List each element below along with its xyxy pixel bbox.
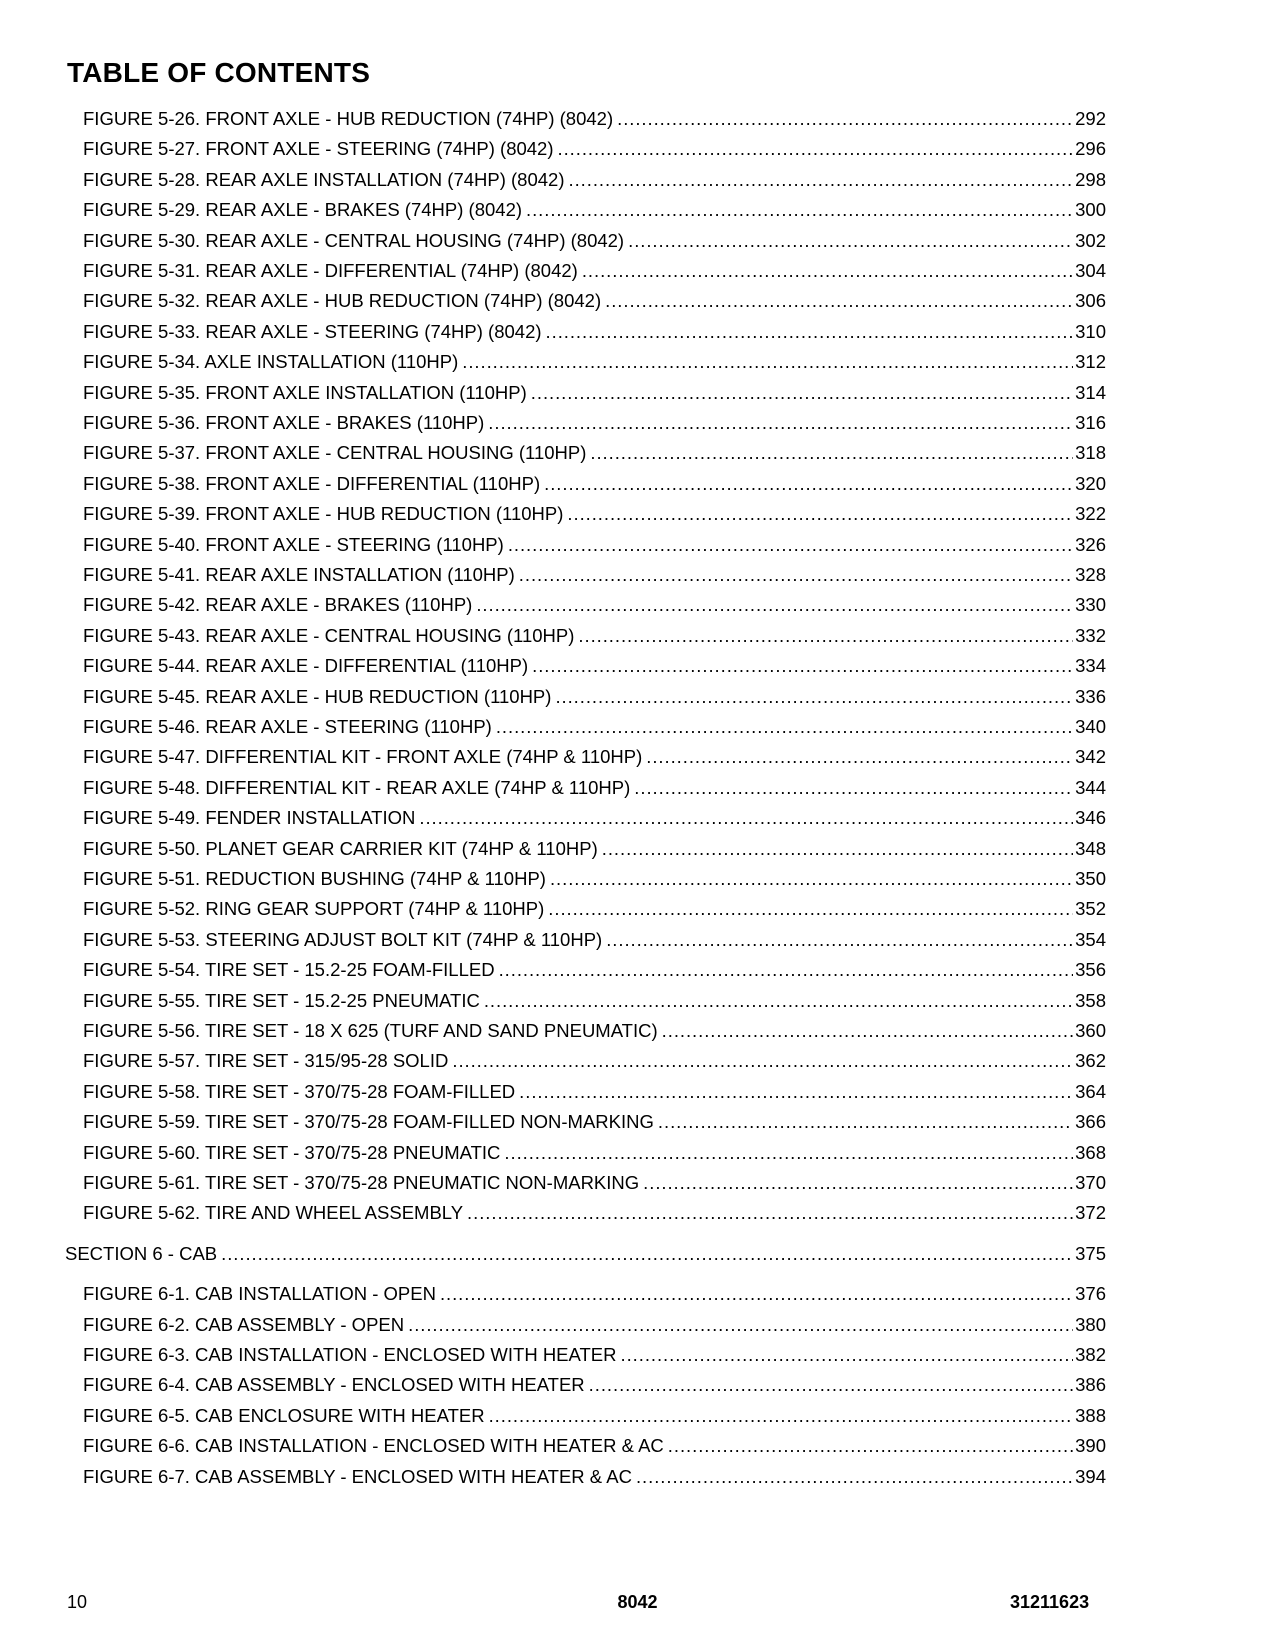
toc-entry-label: FIGURE 5-47. DIFFERENTIAL KIT - FRONT AXLE (74HP & 110HP) <box>83 746 643 767</box>
toc-entry-page: 334 <box>1075 655 1106 676</box>
toc-entry-page: 320 <box>1075 473 1106 494</box>
toc-figure-entry[interactable] <box>83 472 1106 496</box>
toc-entry-page: 350 <box>1075 868 1106 889</box>
toc-entry-page: 340 <box>1075 716 1106 737</box>
toc-figure-entry[interactable] <box>83 259 1106 283</box>
toc-dot-leader <box>634 776 1073 800</box>
toc-figure-entry[interactable] <box>83 1373 1106 1397</box>
toc-dot-leader <box>476 593 1073 617</box>
toc-entry-page: 380 <box>1075 1314 1106 1335</box>
toc-figure-entry[interactable] <box>83 1019 1106 1043</box>
toc-entry-label: FIGURE 5-60. TIRE SET - 370/75-28 PNEUMATIC <box>83 1142 501 1163</box>
toc-dot-leader <box>440 1282 1073 1306</box>
toc-entry-page: 330 <box>1075 594 1106 615</box>
toc-entry-page: 298 <box>1075 169 1106 190</box>
toc-entry-label: FIGURE 5-42. REAR AXLE - BRAKES (110HP) <box>83 594 473 615</box>
toc-entry-label: FIGURE 6-4. CAB ASSEMBLY - ENCLOSED WITH HEATER <box>83 1374 585 1395</box>
toc-figure-entry[interactable] <box>83 381 1106 405</box>
toc-figure-entry[interactable] <box>83 563 1106 587</box>
toc-entry-label: FIGURE 5-61. TIRE SET - 370/75-28 PNEUMATIC NON-MARKING <box>83 1172 640 1193</box>
page-title: TABLE OF CONTENTS <box>67 57 371 88</box>
toc-figure-entry[interactable] <box>83 867 1106 891</box>
toc-dot-leader <box>582 259 1073 283</box>
toc-figure-entry[interactable] <box>83 593 1106 617</box>
toc-dot-leader <box>589 1373 1073 1397</box>
toc-dot-leader <box>519 1080 1073 1104</box>
toc-dot-leader <box>532 654 1073 678</box>
toc-figure-entry[interactable] <box>83 107 1106 131</box>
toc-dot-leader <box>519 563 1073 587</box>
toc-entry-page: 394 <box>1075 1466 1106 1487</box>
toc-dot-leader <box>462 350 1073 374</box>
toc-entry-label: FIGURE 5-30. REAR AXLE - CENTRAL HOUSING (74HP) (8042) <box>83 230 625 251</box>
toc-entry-label: FIGURE 5-56. TIRE SET - 18 X 625 (TURF AND SAND PNEUMATIC) <box>83 1020 658 1041</box>
toc-entry-page: 375 <box>1075 1243 1106 1264</box>
toc-figure-entry[interactable] <box>83 897 1106 921</box>
toc-entry-page: 318 <box>1075 442 1106 463</box>
toc-entry-label: FIGURE 5-52. RING GEAR SUPPORT (74HP & 110HP) <box>83 898 545 919</box>
toc-entry-label: FIGURE 5-37. FRONT AXLE - CENTRAL HOUSING (110HP) <box>83 442 587 463</box>
toc-figure-entry[interactable] <box>83 1313 1106 1337</box>
toc-entry-label: FIGURE 5-58. TIRE SET - 370/75-28 FOAM-FILLED <box>83 1081 516 1102</box>
toc-entry-page: 302 <box>1075 230 1106 251</box>
toc-entry-page: 358 <box>1075 990 1106 1011</box>
toc-entry-page: 360 <box>1075 1020 1106 1041</box>
toc-entry-label: FIGURE 5-43. REAR AXLE - CENTRAL HOUSING (110HP) <box>83 625 575 646</box>
toc-figure-entry[interactable] <box>83 198 1106 222</box>
toc-entry-page: 292 <box>1075 108 1106 129</box>
toc-dot-leader <box>558 137 1074 161</box>
toc-entry-label: FIGURE 6-3. CAB INSTALLATION - ENCLOSED WITH HEATER <box>83 1344 617 1365</box>
toc-dot-leader <box>646 745 1073 769</box>
toc-entry-label: FIGURE 5-46. REAR AXLE - STEERING (110HP) <box>83 716 492 737</box>
footer-document-number: 31211623 <box>1010 1592 1090 1612</box>
toc-entry-label: FIGURE 5-59. TIRE SET - 370/75-28 FOAM-FILLED NON-MARKING <box>83 1111 654 1132</box>
toc-entry-label: FIGURE 5-49. FENDER INSTALLATION <box>83 807 416 828</box>
toc-entry-page: 306 <box>1075 290 1106 311</box>
toc-dot-leader <box>489 1404 1074 1428</box>
toc-entry-page: 376 <box>1075 1283 1106 1304</box>
toc-entry-page: 390 <box>1075 1435 1106 1456</box>
toc-entry-page: 366 <box>1075 1111 1106 1132</box>
toc-entry-page: 312 <box>1075 351 1106 372</box>
toc-dot-leader <box>605 289 1073 313</box>
toc-entry-label: FIGURE 5-50. PLANET GEAR CARRIER KIT (74HP & 110HP) <box>83 838 598 859</box>
toc-entry-page: 322 <box>1075 503 1106 524</box>
toc-figure-entry[interactable] <box>83 137 1106 161</box>
toc-section-entry[interactable] <box>65 1242 1106 1266</box>
toc-entry-page: 336 <box>1075 686 1106 707</box>
toc-figure-entry[interactable] <box>83 776 1106 800</box>
toc-entry-page: 348 <box>1075 838 1106 859</box>
footer-page-number: 10 <box>67 1592 88 1612</box>
toc-figure-entry[interactable] <box>83 1282 1106 1306</box>
toc-dot-leader <box>662 1019 1073 1043</box>
toc-entry-label: FIGURE 5-48. DIFFERENTIAL KIT - REAR AXLE (74HP & 110HP) <box>83 777 631 798</box>
toc-entry-label: FIGURE 5-38. FRONT AXLE - DIFFERENTIAL (110HP) <box>83 473 541 494</box>
toc-figure-entry[interactable] <box>83 715 1106 739</box>
toc-figure-entry[interactable] <box>83 320 1106 344</box>
toc-entry-label: FIGURE 5-57. TIRE SET - 315/95-28 SOLID <box>83 1050 449 1071</box>
toc-dot-leader <box>578 624 1073 648</box>
toc-dot-leader <box>467 1201 1073 1225</box>
toc-entry-label: FIGURE 6-1. CAB INSTALLATION - OPEN <box>83 1283 436 1304</box>
toc-dot-leader <box>484 989 1073 1013</box>
toc-figure-entry[interactable] <box>83 229 1106 253</box>
toc-dot-leader <box>419 806 1073 830</box>
toc-figure-entry[interactable] <box>83 745 1106 769</box>
toc-entry-page: 344 <box>1075 777 1106 798</box>
toc-dot-leader <box>496 715 1073 739</box>
toc-dot-leader <box>658 1110 1073 1134</box>
toc-entry-page: 386 <box>1075 1374 1106 1395</box>
toc-dot-leader <box>546 320 1074 344</box>
toc-dot-leader <box>569 168 1074 192</box>
toc-entry-page: 328 <box>1075 564 1106 585</box>
toc-entry-page: 362 <box>1075 1050 1106 1071</box>
toc-dot-leader <box>602 837 1073 861</box>
toc-figure-entry[interactable] <box>83 837 1106 861</box>
toc-figure-entry[interactable] <box>83 1141 1106 1165</box>
toc-figure-entry[interactable] <box>83 806 1106 830</box>
toc-dot-leader <box>628 229 1073 253</box>
toc-figure-entry[interactable] <box>83 928 1106 952</box>
toc-entry-page: 332 <box>1075 625 1106 646</box>
toc-entry-label: FIGURE 5-31. REAR AXLE - DIFFERENTIAL (74HP) (8042) <box>83 260 578 281</box>
toc-entry-page: 304 <box>1075 260 1106 281</box>
toc-entry-page: 296 <box>1075 138 1106 159</box>
toc-dot-leader <box>504 1141 1073 1165</box>
toc-entry-page: 352 <box>1075 898 1106 919</box>
toc-figure-entry[interactable] <box>83 1110 1106 1134</box>
toc-entry-page: 342 <box>1075 746 1106 767</box>
toc-entry-label: FIGURE 5-32. REAR AXLE - HUB REDUCTION (74HP) (8042) <box>83 290 602 311</box>
toc-entry-page: 300 <box>1075 199 1106 220</box>
toc-figure-entry[interactable] <box>83 1201 1106 1225</box>
toc-entry-label: FIGURE 5-45. REAR AXLE - HUB REDUCTION (110HP) <box>83 686 552 707</box>
toc-entry-label: FIGURE 6-7. CAB ASSEMBLY - ENCLOSED WITH HEATER & AC <box>83 1466 632 1487</box>
toc-entry-label: FIGURE 5-27. FRONT AXLE - STEERING (74HP) (8042) <box>83 138 554 159</box>
toc-dot-leader <box>567 502 1073 526</box>
toc-dot-leader <box>590 441 1073 465</box>
toc-figure-entry[interactable] <box>83 502 1106 526</box>
toc-entry-page: 314 <box>1075 382 1106 403</box>
toc-dot-leader <box>550 867 1073 891</box>
toc-entry-label: FIGURE 5-35. FRONT AXLE INSTALLATION (110HP) <box>83 382 527 403</box>
footer-model: 8042 <box>617 1592 658 1612</box>
toc-dot-leader <box>621 1343 1074 1367</box>
toc-dot-leader <box>548 897 1073 921</box>
toc-dot-leader <box>636 1465 1073 1489</box>
toc-figure-entry[interactable] <box>83 411 1106 435</box>
toc-figure-entry[interactable] <box>83 350 1106 374</box>
toc-entry-label: FIGURE 5-51. REDUCTION BUSHING (74HP & 110HP) <box>83 868 546 889</box>
toc-entry-page: 356 <box>1075 959 1106 980</box>
toc-dot-leader <box>531 381 1073 405</box>
toc-entry-label: FIGURE 5-44. REAR AXLE - DIFFERENTIAL (110HP) <box>83 655 529 676</box>
toc-entry-label: FIGURE 5-34. AXLE INSTALLATION (110HP) <box>83 351 459 372</box>
toc-dot-leader <box>617 107 1073 131</box>
toc-dot-leader <box>606 928 1073 952</box>
toc-entry-label: FIGURE 6-5. CAB ENCLOSURE WITH HEATER <box>83 1405 485 1426</box>
toc-entry-label: FIGURE 5-40. FRONT AXLE - STEERING (110HP) <box>83 534 504 555</box>
toc-entry-label: FIGURE 6-6. CAB INSTALLATION - ENCLOSED WITH HEATER & AC <box>83 1435 664 1456</box>
toc-dot-leader <box>668 1434 1073 1458</box>
toc-figure-entry[interactable] <box>83 654 1106 678</box>
toc-dot-leader <box>526 198 1073 222</box>
toc-entry-label: FIGURE 5-26. FRONT AXLE - HUB REDUCTION (74HP) (8042) <box>83 108 614 129</box>
toc-entry-page: 368 <box>1075 1142 1106 1163</box>
toc-entry-label: FIGURE 5-62. TIRE AND WHEEL ASSEMBLY <box>83 1202 464 1223</box>
toc-figure-entry[interactable] <box>83 989 1106 1013</box>
toc-dot-leader <box>452 1049 1073 1073</box>
toc-entry-page: 364 <box>1075 1081 1106 1102</box>
toc-entry-page: 382 <box>1075 1344 1106 1365</box>
toc-figure-entry[interactable] <box>83 168 1106 192</box>
toc-entry-page: 310 <box>1075 321 1106 342</box>
toc-entry-label: FIGURE 5-53. STEERING ADJUST BOLT KIT (74HP & 110HP) <box>83 929 603 950</box>
toc-figure-entry[interactable] <box>83 958 1106 982</box>
toc-entry-label: FIGURE 6-2. CAB ASSEMBLY - OPEN <box>83 1314 405 1335</box>
toc-figure-entry[interactable] <box>83 1080 1106 1104</box>
toc-entry-page: 372 <box>1075 1202 1106 1223</box>
toc-figure-entry[interactable] <box>83 1434 1106 1458</box>
toc-entry-label: FIGURE 5-55. TIRE SET - 15.2-25 PNEUMATIC <box>83 990 480 1011</box>
toc-entry-label: FIGURE 5-29. REAR AXLE - BRAKES (74HP) (8042) <box>83 199 523 220</box>
toc-entry-label: FIGURE 5-39. FRONT AXLE - HUB REDUCTION (110HP) <box>83 503 564 524</box>
toc-dot-leader <box>555 685 1073 709</box>
toc-dot-leader <box>408 1313 1073 1337</box>
toc-figure-entry[interactable] <box>83 1343 1106 1367</box>
toc-figure-entry[interactable] <box>83 1465 1106 1489</box>
toc-dot-leader <box>643 1171 1073 1195</box>
toc-figure-entry[interactable] <box>83 1049 1106 1073</box>
toc-entry-label: FIGURE 5-33. REAR AXLE - STEERING (74HP) (8042) <box>83 321 542 342</box>
toc-entry-page: 316 <box>1075 412 1106 433</box>
toc-entry-label: FIGURE 5-54. TIRE SET - 15.2-25 FOAM-FILLED <box>83 959 495 980</box>
toc-dot-leader <box>544 472 1073 496</box>
toc-figure-entry[interactable] <box>83 289 1106 313</box>
toc-figure-entry[interactable] <box>83 441 1106 465</box>
toc-figure-entry[interactable] <box>83 1171 1106 1195</box>
toc-entry-page: 346 <box>1075 807 1106 828</box>
toc-entry-label: FIGURE 5-28. REAR AXLE INSTALLATION (74HP) (8042) <box>83 169 565 190</box>
toc-entry-page: 388 <box>1075 1405 1106 1426</box>
toc-entry-label: FIGURE 5-36. FRONT AXLE - BRAKES (110HP) <box>83 412 485 433</box>
toc-figure-entry[interactable] <box>83 624 1106 648</box>
toc-entry-page: 326 <box>1075 534 1106 555</box>
toc-dot-leader <box>488 411 1073 435</box>
toc-figure-entry[interactable] <box>83 1404 1106 1428</box>
toc-dot-leader <box>499 958 1074 982</box>
toc-dot-leader <box>221 1242 1073 1266</box>
toc-entry-page: 354 <box>1075 929 1106 950</box>
toc-entry-label: SECTION 6 - CAB <box>65 1243 218 1264</box>
toc-dot-leader <box>508 533 1073 557</box>
toc-figure-entry[interactable] <box>83 685 1106 709</box>
toc-entry-label: FIGURE 5-41. REAR AXLE INSTALLATION (110HP) <box>83 564 515 585</box>
toc-figure-entry[interactable] <box>83 533 1106 557</box>
toc-entry-page: 370 <box>1075 1172 1106 1193</box>
